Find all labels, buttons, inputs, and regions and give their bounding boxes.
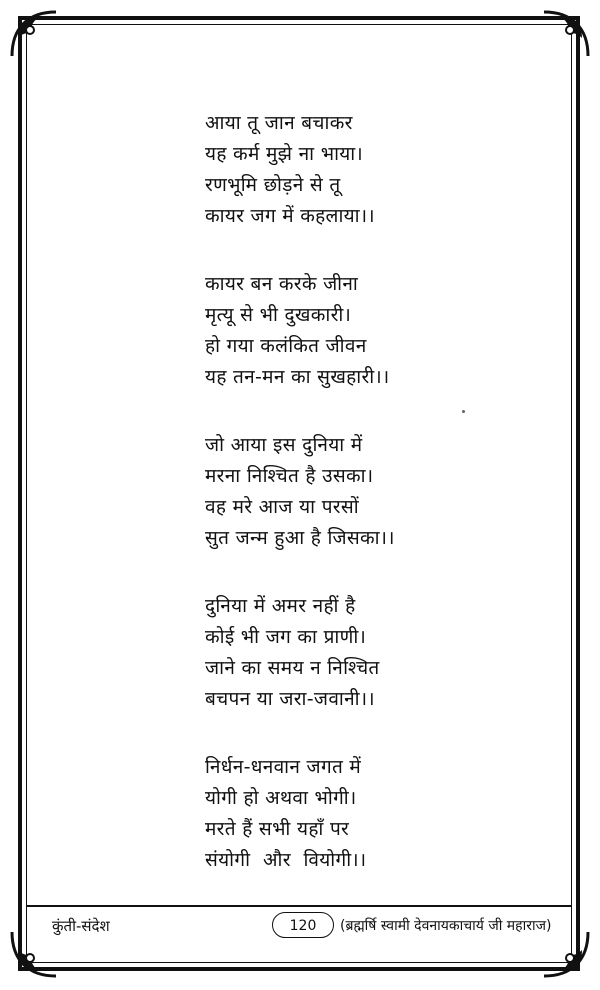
- poem-line: मरना निश्चित है उसका।: [205, 465, 374, 487]
- poem-line: कायर जग में कहलाया।।: [205, 205, 375, 227]
- stanza-4: [205, 591, 505, 715]
- poem-line: निर्धन-धनवान जगत में: [205, 756, 362, 778]
- poem-body: [205, 108, 505, 913]
- poem-line: योगी हो अथवा भोगी।: [205, 787, 357, 809]
- poem-line: दुनिया में अमर नहीं है: [205, 595, 356, 617]
- stanza-1: [205, 108, 505, 232]
- poem-line: आया तू जान बचाकर: [205, 112, 353, 134]
- author-credit: (ब्रह्मर्षि स्वामी देवनायकाचार्य जी महाराज): [340, 918, 552, 934]
- stanza-3: [205, 430, 505, 554]
- poem-line: हो गया कलंकित जीवन: [205, 335, 367, 357]
- page-footer: [40, 912, 560, 942]
- poem-line: सुत जन्म हुआ है जिसका।।: [205, 527, 395, 549]
- poem-line: वह मरे आज या परसों: [205, 496, 359, 518]
- poem-line: संयोगी और वियोगी।।: [205, 849, 367, 871]
- stanza-2: [205, 269, 505, 393]
- corner-ornament-icon: [8, 8, 60, 60]
- corner-ornament-icon: [540, 8, 592, 60]
- poem-line: जो आया इस दुनिया में: [205, 434, 363, 456]
- poem-line: यह तन-मन का सुखहारी।।: [205, 366, 390, 388]
- poem-line: रणभूमि छोड़ने से तू: [205, 174, 341, 196]
- poem-line: कायर बन करके जीना: [205, 273, 359, 295]
- poem-line: जाने का समय न निश्चित: [205, 657, 380, 679]
- poem-line: कोई भी जग का प्राणी।: [205, 626, 367, 648]
- poem-line: मृत्यू से भी दुखकारी।: [205, 304, 352, 326]
- poem-line: यह कर्म मुझे ना भाया।: [205, 143, 364, 165]
- poem-line: बचपन या जरा-जवानी।।: [205, 688, 375, 710]
- book-title: कुंती-संदेश: [52, 917, 110, 935]
- poem-line: मरते हैं सभी यहाँ पर: [205, 818, 350, 840]
- page-number: 120: [272, 912, 334, 938]
- stanza-5: [205, 752, 505, 876]
